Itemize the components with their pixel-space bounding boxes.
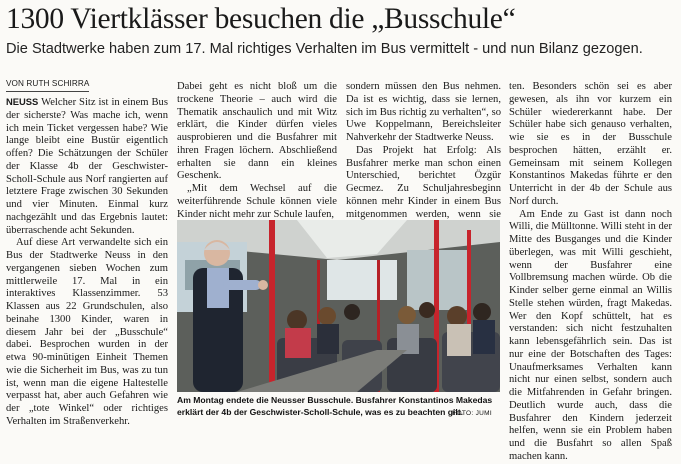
article-column-2 xyxy=(177,81,337,220)
paragraph: sondern müssen den Bus nehmen. Da ist es wichtig, dass sie lernen, sich im Bus richtig zu verhalten“, so Uwe Koppelmann, Bereichsleiter Nahverkehr der Stadtwerke Neuss. xyxy=(346,81,501,143)
photo-credit: FOTO: JUMI xyxy=(452,409,492,417)
paragraph: „Mit dem Wechsel auf die weiterführende Schule können viele Kinder nicht mehr zur Schule laufen, xyxy=(177,183,337,220)
article-photo xyxy=(177,220,500,392)
byline: VON RUTH SCHIRRA xyxy=(6,79,89,92)
caption-text: Am Montag endete die Neusser Busschule. Busfahrer Konstantinos Makedas erklärt der 4b der Geschwister-Scholl-Schule, was es zu beachten gilt. xyxy=(177,395,493,417)
paragraph: ten. Besonders schön sei es aber gewesen, als ihn vor kurzem ein Schüler wiedererkannt habe. Der Schüler habe sich genauso verhalten, wie sie es in der Busschule besprochen hätten, erzählt er. Gemeinsam mit seinem Kollegen Konstantinos Makedas führte er den Unterricht in der 4b der Schule aus Norf durch. xyxy=(509,81,672,207)
headline: 1300 Viertklässer besuchen die „Busschule“ xyxy=(6,3,516,35)
paragraph: Am Ende zu Gast ist dann noch Willi, die Mülltonne. Willi steht in der Mitte des Busganges und die Kinder überlegen, was mit Willi geschieht, wenn der Busfahrer eine Vollbremsung machen würde. Ob die Kinder selber gerne einmal an Willis Stelle stehen würden, fragt Makedas. Wer den Kopf schüttelt, hat es verstanden: sich nicht festzuhalten kann lebensgefährlich sein. Das ist nur eine der Botschaften des Tages: Unaufmerksames Verhalten kann nicht nur einen selbst, sondern auch die Mitfahrenden in Gefahr bringen. Deutlich wurde auch, dass die Busfahrer den Kindern jederzeit helfen, wenn sie ein Problem haben und die Busfahrt so allen Spaß machen kann. xyxy=(509,208,672,462)
dateline: NEUSS xyxy=(6,96,39,107)
paragraph: Auf diese Art verwandelte sich ein Bus der Stadtwerke Neuss in den vergangenen sieben Wochen zum mittlerweile 17. Mal in ein interaktives Klassenzimmer. 53 Klassen aus 22 Grundschulen, also beinahe 1300 Kinder, waren in diesem Jahr bei der „Busschule“ dabei. Besprochen wurden in der etwa 90-minütigen Einheit Themen wie die Sicherheit im Bus, was zu tun ist, wenn man die eigene Haltestelle verpasst hat, aber auch Gefahren wie der „tote Winkel“ oder richtiges Verhalten im Straßenverkehr. xyxy=(6,237,168,427)
bus-interior-photo xyxy=(177,220,500,392)
subheadline: Die Stadtwerke haben zum 17. Mal richtiges Verhalten im Bus vermittelt - und nun Bilanz gezogen. xyxy=(6,41,643,57)
photo-caption xyxy=(177,395,500,418)
paragraph: Das Projekt hat Erfolg: Als Busfahrer merke man schon einen Unterschied, berichtet Özgür Gecmez. Zu Schuljahresbeginn können mehr Kinder in einem Bus mitgenommen werden, wenn sie xyxy=(346,144,501,220)
article-column-1 xyxy=(6,96,168,436)
article-column-3 xyxy=(346,81,501,220)
paragraph: Dabei geht es nicht bloß um die trockene Theorie – auch wird die Thematik anschaulich und mit Witz erklärt, die Kinder dürfen vieles ausprobieren und die Busfahrer mit ihren Fragen löchern. Abschließend erhalten sie dann ein kleines Geschenk. xyxy=(177,81,337,182)
paragraph xyxy=(6,96,168,237)
article-column-4 xyxy=(509,81,672,462)
paragraph-text: Welcher Sitz ist in einem Bus der sicherste? Was mache ich, wenn ich mein Ticket vergessen habe? Wie lange bleibt eine Bustür eigentlich offen? Die Schätzungen der Schüler der Klasse 4b der Geschwister-Scholl-Schule aus Norf rangierten auf letztere Frage zwischen 30 Sekunden und vier Minuten. Einmal kurz nachgezählt und das Ergebnis lautet: überraschende acht Sekunden. xyxy=(6,97,168,236)
